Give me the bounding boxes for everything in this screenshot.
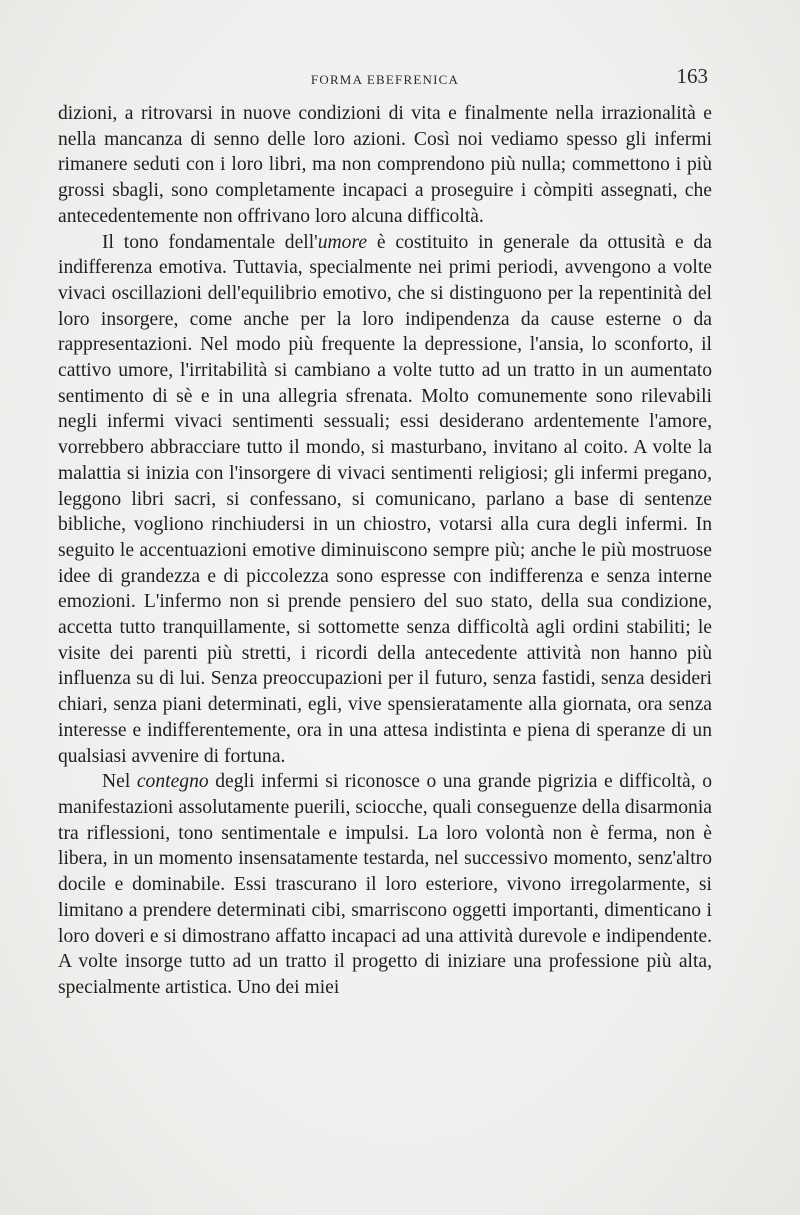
- emphasized-term: umore: [317, 231, 368, 253]
- paragraph-text-rest: è costituito in generale da ottusità e da indifferenza emotiva. Tuttavia, specialmente nei primi periodi, avvengono a volte vivaci oscillazioni dell'equilibrio emotivo, che si distinguono per la repentinità del loro insorgere, come anche per la loro indipendenza da cause esterne o da rappresentazioni. Nel modo più frequente la depressione, l'ansia, lo sconforto, il cattivo umore, l'irritabilità si cambiano a volte tutto ad un tratto in un aumentato sentimento di sè e in una allegria sfrenata. Molto comunemente sono rilevabili negli infermi vivaci sentimenti sessuali; essi desiderano ardentemente l'amore, vorrebbero abbracciare tutto il mondo, si masturbano, invitano al coito. A volte la malattia si inizia con l'insorgere di vivaci sentimenti religiosi; gli infermi pregano, leggono libri sacri, si confessano, si comunicano, parlano a base di sentenze bibliche, vogliono rinchiudersi in un chiostro, votarsi alla cura degli infermi. In seguito le accentuazioni emotive diminuiscono sempre più; anche le più mostruose idee di grandezza e di piccolezza sono espresse con indifferenza e senza interne emozioni. L'infermo non si prende pensiero del suo stato, della sua condizione, accetta tutto tranquillamente, si sottomette senza difficoltà agli ordini stabiliti; le visite dei parenti più stretti, i ricordi della antecedente attività non hanno più influenza su di lui. Senza preoccupazioni per il futuro, senza fastidi, senza desideri chiari, senza piani determinati, egli, vive spensieratamente alla giornata, ora senza interesse e indifferentemente, ora in una attesa indistinta e piena di speranze di un qualsiasi avvenire di fortuna.: [58, 231, 712, 767]
- paragraph-text-start: Nel: [102, 771, 137, 793]
- running-title: FORMA EBEFRENICA: [310, 72, 460, 87]
- page-number: 163: [676, 64, 708, 88]
- paragraph-text-start: Il tono fondamentale dell': [102, 231, 318, 253]
- emphasized-term: contegno: [136, 771, 209, 793]
- paragraph-text-rest: degli infermi si riconosce o una grande pigrizia e difficoltà, o manifestazioni assolutamente puerili, sciocche, quali conseguenze della disarmonia tra riflessioni, tono sentimentale e impulsi. La loro volontà non è ferma, non è libera, in un momento insensatamente testarda, nel successivo momento, senz'altro docile e dominabile. Essi trascurano il loro esteriore, vivono irregolarmente, si limitano a prendere determinati cibi, smarriscono oggetti importanti, dimenticano i loro doveri e si dimostrano affatto incapaci ad una attività durevole e indipendente. A volte insorge tutto ad un tratto il progetto di iniziare una professione più alta, specialmente artistica. Uno dei miei: [58, 771, 712, 998]
- paragraph-mood: [58, 230, 712, 770]
- paragraph: [58, 101, 712, 230]
- page-header: [58, 60, 712, 92]
- paragraph-behavior: [58, 769, 712, 1000]
- body-text: [58, 101, 712, 1001]
- paragraph-text: dizioni, a ritrovarsi in nuove condizioni di vita e finalmente nella irrazionalità e nella mancanza di senno delle loro azioni. Così noi vediamo spesso gli infermi rimanere seduti con i loro libri, ma non comprendono più nulla; commettono i più grossi sbagli, sono completamente incapaci a proseguire i còmpiti assegnati, che antecedentemente non offrivano loro alcuna difficoltà.: [58, 103, 712, 227]
